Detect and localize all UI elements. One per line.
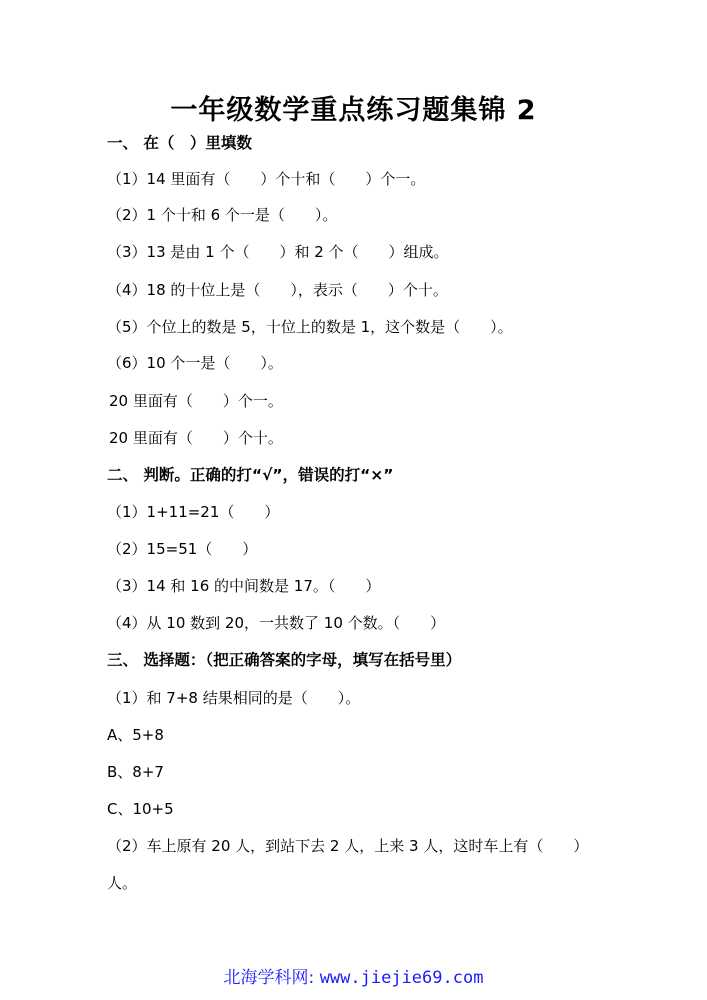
section-heading-multiple-choice: 三、 选择题：（把正确答案的字母，填写在括号里） (107, 651, 462, 669)
question-continuation: 人。 (107, 874, 138, 892)
section-heading-fill-in: 一、 在（ ）里填数 (107, 134, 252, 152)
question-line: （4）从 10 数到 20，一共数了 10 个数。（ ） (107, 614, 446, 632)
question-line: （3）14 和 16 的中间数是 17。（ ） (107, 577, 381, 595)
question-line: （2）车上原有 20 人，到站下去 2 人，上来 3 人，这时车上有（ ） (107, 837, 589, 855)
question-line: （4）18 的十位上是（ ），表示（ ）个十。 (107, 281, 448, 299)
question-line: （2）1 个十和 6 个一是（ ）。 (107, 206, 338, 224)
question-line: （1）1+11=21（ ） (107, 503, 280, 521)
question-line: （5）个位上的数是 5，十位上的数是 1，这个数是（ ）。 (107, 318, 513, 336)
question-subline: 20 里面有（ ）个十。 (109, 429, 283, 447)
choice-option-b: B、8+7 (107, 763, 164, 781)
question-subline: 20 里面有（ ）个一。 (109, 392, 283, 410)
choice-option-c: C、10+5 (107, 800, 174, 818)
question-line: （6）10 个一是（ ）。 (107, 354, 283, 372)
section-heading-true-false: 二、 判断。正确的打“√”，错误的打“×” (107, 466, 394, 484)
footer-site-name: 北海学科网: (223, 968, 315, 988)
question-line: （1）和 7+8 结果相同的是（ ）。 (107, 689, 361, 707)
question-line: （3）13 是由 1 个（ ）和 2 个（ ）组成。 (107, 243, 449, 261)
document-title: 一年级数学重点练习题集锦 2 (170, 95, 537, 126)
question-line: （2）15=51（ ） (107, 540, 258, 558)
footer-url-link[interactable]: www.jiejie69.com (319, 968, 484, 988)
question-line: （1）14 里面有（ ）个十和（ ）个一。 (107, 170, 426, 188)
choice-option-a: A、5+8 (107, 726, 164, 744)
footer-watermark (0, 963, 707, 988)
